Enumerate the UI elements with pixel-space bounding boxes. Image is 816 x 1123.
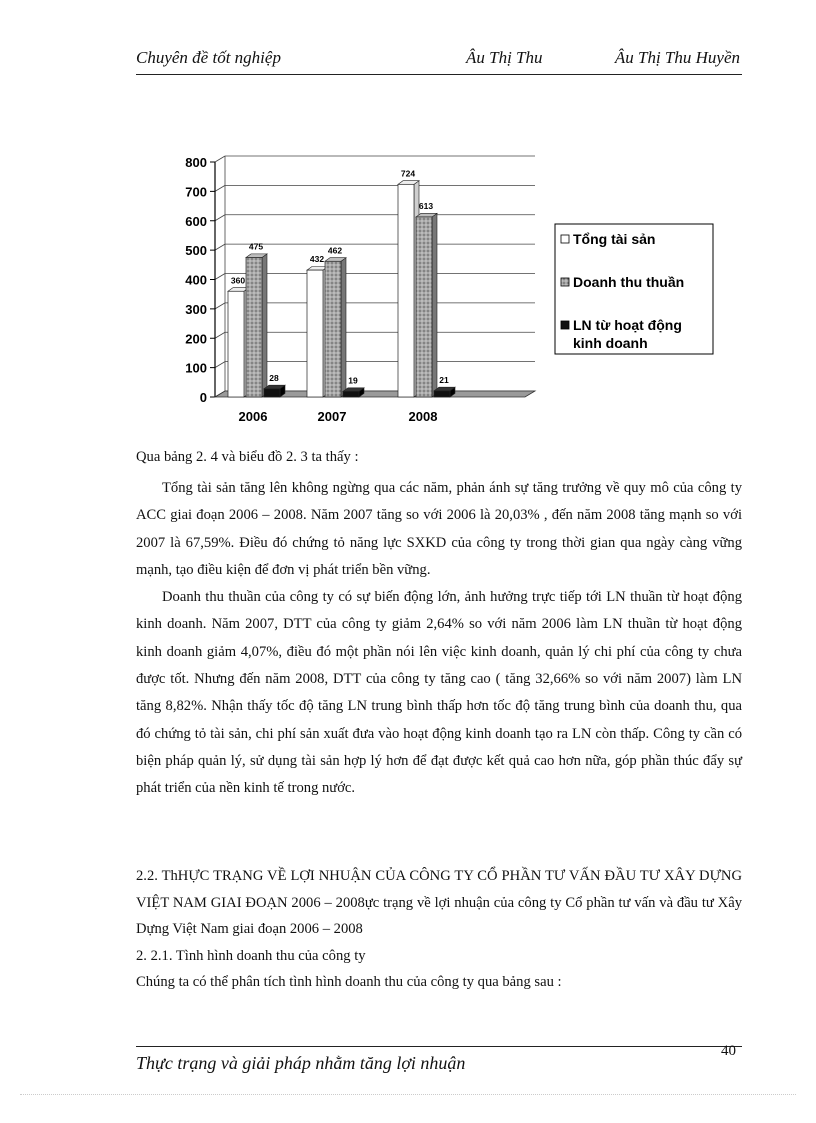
page-footer [136, 1043, 742, 1087]
gridline-side [215, 332, 225, 338]
bar-2007-1 [325, 258, 346, 397]
bar-front [325, 261, 341, 397]
bar-front [416, 217, 432, 397]
lead-text: Chúng ta có thể phân tích tình hình doanh thu của công ty qua bảng sau : [136, 974, 562, 990]
bar-side [432, 213, 437, 397]
legend-swatch [561, 278, 569, 286]
chart-legend [555, 224, 713, 354]
gridline-side [215, 244, 225, 250]
bar-front [434, 391, 450, 397]
bar-front [343, 391, 359, 397]
page-number: 40 [721, 1043, 736, 1059]
bar-front [246, 257, 262, 397]
subsection-heading: 2. 2.1. Tình hình doanh thu của công ty [136, 947, 366, 964]
y-tick-label: 200 [185, 331, 207, 347]
y-tick-label: 600 [185, 213, 207, 229]
body-paragraphs [136, 475, 742, 803]
x-tick-label: 2008 [408, 409, 438, 424]
bar-data-label: 28 [269, 372, 279, 383]
bar-2006-1 [246, 254, 267, 397]
paragraph-total-assets: Tổng tài sản tăng lên không ngừng qua các năm, phản ánh sự tăng trưởng về quy mô của công ty ACC giai đoạn 2006 – 2008. Năm 2007 tăng so với 2006 là 20,03% , đến năm 2008 tăng mạnh so với 2007 là 67,59%. Điều đó chứng tỏ năng lực SXKD của công ty trong thời gian qua ngày càng vững mạnh, tạo điều kiện để đơn vị phát triển bền vững. [136, 480, 742, 578]
bar-2008-2 [434, 387, 455, 397]
y-tick-label: 0 [199, 390, 207, 405]
bar-2006-2 [264, 385, 285, 397]
x-tick-label: 2006 [238, 409, 268, 424]
legend-label-profit-line2: kinh doanh [573, 335, 648, 351]
legend-label-total-assets: Tổng tài sản [573, 231, 656, 247]
bar-data-label: 21 [439, 374, 449, 385]
gridline-side [215, 215, 225, 221]
legend-swatch [561, 321, 569, 329]
x-tick-label: 2007 [317, 409, 347, 424]
bar-front [307, 270, 323, 397]
bar-data-label: 724 [400, 168, 416, 179]
gridline-side [215, 362, 225, 368]
bar-data-label: 360 [230, 275, 246, 286]
header-author-short: Âu Thị Thu [466, 48, 543, 67]
y-tick-label: 800 [185, 155, 207, 170]
paragraph-revenue: Doanh thu thuần của công ty có sự biến động lớn, ảnh hưởng trực tiếp tới LN thuần từ hoạt động kinh doanh. Năm 2007, DTT của công ty giảm 2,64% so với năm 2006 làm LN thuần từ hoạt động kinh doanh giảm 4,07%, điều đó một phần nói lên việc kinh doanh, quản lý chi phí của công ty chưa được tốt. Nhưng đến năm 2008, DTT của công ty tăng cao ( tăng 32,66% so với năm 2007) làm LN tăng 8,82%. Nhận thấy tốc độ tăng LN trung bình thấp hơn tốc độ tăng trung bình của doanh thu, qua đó chứng tỏ tài sản, chi phí sản xuất đưa vào hoạt động kinh doanh tạo ra LN còn thấp. Công ty cần có biện pháp quản lý, sử dụng tài sản hợp lý hơn để đạt được kết quả cao hơn nữa, góp phần thúc đẩy sự phát triển của nền kinh tế trong nước. [136, 589, 742, 797]
section-block [136, 863, 742, 996]
bar-chart [175, 150, 720, 435]
intro-text: Qua bảng 2. 4 và biểu đồ 2. 3 ta thấy : [136, 449, 359, 465]
y-tick-label: 100 [185, 360, 207, 376]
page-header [136, 48, 742, 75]
bar-data-label: 462 [327, 245, 343, 256]
section-heading: 2.2. ThHỰC TRẠNG VỀ LỢI NHUẬN CỦA CÔNG TY CỔ PHẦN TƯ VẤN ĐẦU TƯ XÂY DỰNG VIỆT NAM GIAI ĐOẠN 2006 – 2008ực trạng về lợi nhuận của công ty Cổ phần tư vấn và đầu tư Xây Dựng Việt Nam giai đoạn 2006 – 2008 [136, 868, 742, 937]
bar-data-label: 19 [348, 375, 358, 386]
header-doc-type: Chuyên đề tốt nghiệp [136, 48, 281, 67]
bar-side [341, 258, 346, 397]
bar-data-label: 432 [309, 254, 325, 265]
bar-2008-1 [416, 213, 437, 397]
bar-front [398, 184, 414, 397]
bar-data-label: 613 [418, 200, 434, 211]
footer-title: Thực trạng và giải pháp nhằm tăng lợi nhuận [136, 1053, 466, 1073]
legend-label-revenue: Doanh thu thuần [573, 274, 685, 290]
bar-front [264, 389, 280, 397]
bar-data-label: 475 [248, 241, 264, 252]
gridline-side [215, 274, 225, 280]
page-edge-divider [20, 1094, 796, 1095]
bar-front [228, 291, 244, 397]
y-tick-label: 500 [185, 243, 207, 259]
gridline-side [215, 303, 225, 309]
header-author-full: Âu Thị Thu Huyền [614, 48, 740, 67]
y-tick-label: 300 [185, 301, 207, 317]
legend-label-profit-line1: LN từ hoạt động [573, 317, 682, 333]
gridline-side [215, 156, 225, 162]
y-tick-label: 400 [185, 272, 207, 288]
bar-2007-2 [343, 388, 364, 397]
bar-side [262, 254, 267, 397]
gridline-side [215, 185, 225, 191]
y-tick-label: 700 [185, 184, 207, 200]
legend-swatch [561, 235, 569, 243]
